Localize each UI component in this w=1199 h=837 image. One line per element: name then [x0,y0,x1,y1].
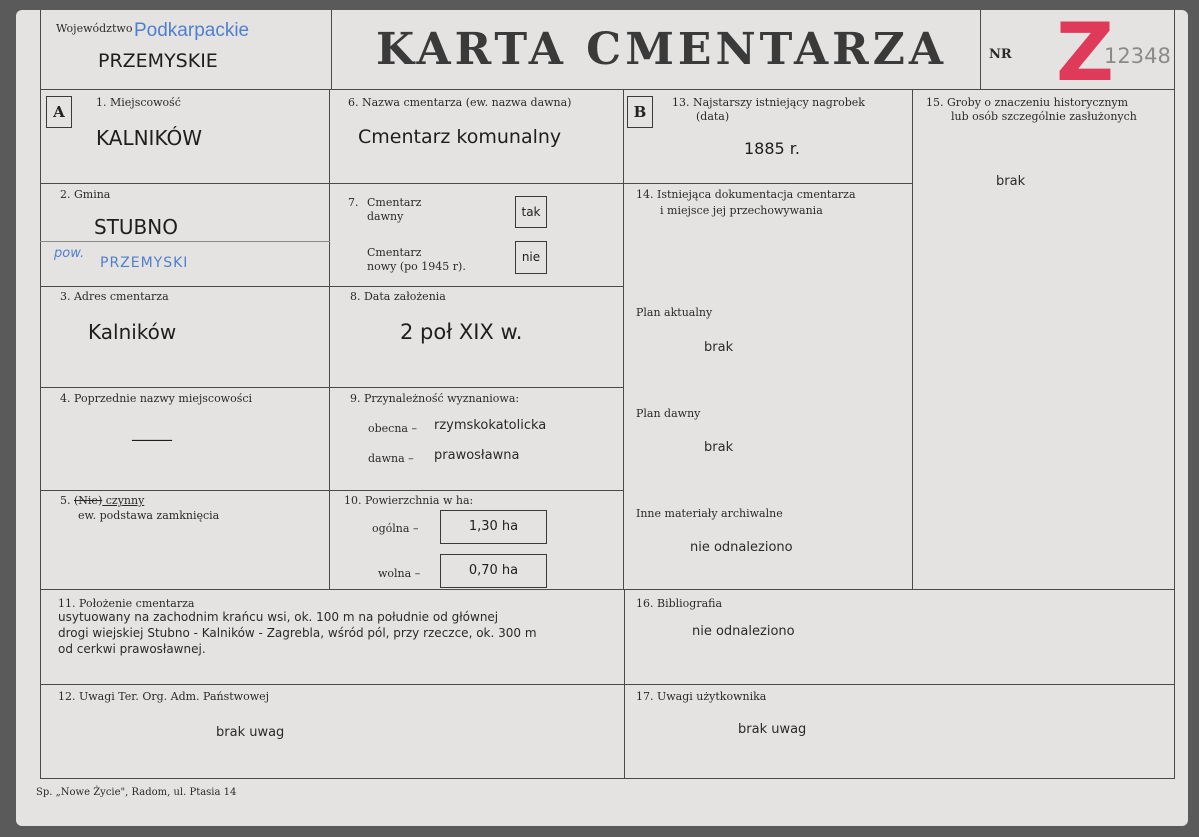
field2-label: 2. Gmina [60,188,111,201]
field15-label2: lub osób szczególnie zasłużonych [951,110,1137,123]
field14-plan-dawny-value: brak [704,440,734,455]
field9-dawna-label: dawna – [368,452,414,465]
divider-col-a [329,90,330,590]
field7-label: 7. [348,196,359,209]
printer-footer: Sp. „Nowe Życie", Radom, ul. Ptasia 14 [36,787,237,798]
divider-11-16 [624,590,625,685]
field15-value: brak [996,174,1026,189]
field14-inne-value: nie odnaleziono [690,540,793,555]
field14-plan-aktualny-label: Plan aktualny [636,306,713,319]
field13-label2: (data) [696,110,730,123]
field14-inne-label: Inne materiały archiwalne [636,507,783,520]
field2-underline [40,241,330,242]
field16-value: nie odnaleziono [692,624,795,639]
field14-label2: i miejsce jej przechowywania [660,204,823,217]
field14-plan-dawny-label: Plan dawny [636,407,701,420]
field7-nowy-label2: nowy (po 1945 r). [367,260,466,273]
cemetery-card [16,6,1188,826]
field5-label-rest: czynny [102,494,145,507]
field1-label: 1. Miejscowość [96,96,181,109]
field8-label: 8. Data założenia [350,290,446,303]
field2-pow-label: pow. [54,246,85,261]
field9-label: 9. Przynależność wyznaniowa: [350,392,520,405]
field13-label1: 13. Najstarszy istniejący nagrobek [672,96,865,109]
field9-obecna-label: obecna – [368,422,417,435]
nr-letter: Z [1056,6,1115,99]
field16-label: 16. Bibliografia [636,597,723,610]
field10-wolna-label: wolna – [378,567,421,580]
section-a-letter: A [46,96,72,128]
field5-label-struck: (Nie) [74,494,103,507]
nr-label: NR [989,47,1012,62]
field9-dawna-value: prawosławna [434,448,520,463]
field14-plan-aktualny-value: brak [704,340,734,355]
field11-line1: usytuowany na zachodnim krańcu wsi, ok. 100 m na południe od głównej [58,610,499,624]
field17-label: 17. Uwagi użytkownika [636,690,767,703]
field5-label: 5. (Nie) czynny [60,494,145,507]
section-b-letter: B [627,96,653,128]
field12-label: 12. Uwagi Ter. Org. Adm. Państwowej [58,690,270,703]
wojewodztwo-label: Województwo [56,22,133,35]
field6-value: Cmentarz komunalny [358,126,562,148]
field4-label: 4. Poprzednie nazwy miejscowości [60,392,253,405]
divider-row4 [40,490,624,491]
field3-label: 3. Adres cmentarza [60,290,169,303]
divider-col-b [912,90,913,590]
wojewodztwo-stamp: Podkarpackie [134,20,250,41]
field2-value: STUBNO [94,215,178,239]
field8-value: 2 poł XIX w. [400,320,523,344]
field7-nowy-label1: Cmentarz [367,246,422,259]
field10-label: 10. Powierzchnia w ha: [344,494,474,507]
field9-obecna-value: rzymskokatolicka [434,418,547,433]
field10-wolna-box: 0,70 ha [440,554,547,588]
field7-nowy-box: nie [515,241,547,274]
field7-dawny-box: tak [515,196,547,228]
field5-sublabel: ew. podstawa zamknięcia [78,509,220,522]
field4-value: _____ [132,422,172,441]
field7-dawny-label1: Cmentarz [367,196,422,209]
field13-value: 1885 r. [744,139,800,158]
field11-line3: od cerkwi prawosławnej. [58,642,206,656]
field6-label: 6. Nazwa cmentarza (ew. nazwa dawna) [348,96,572,109]
field11-label: 11. Położenie cmentarza [58,597,195,610]
field17-value: brak uwag [738,722,807,737]
wojewodztwo-value: PRZEMYSKIE [98,50,218,72]
field10-ogolna-box: 1,30 ha [440,510,547,544]
field14-label1: 14. Istniejąca dokumentacja cmentarza [636,188,856,201]
divider-row2 [40,286,624,287]
page-title: KARTA CMENTARZA [376,24,947,75]
divider-row3 [40,387,624,388]
divider-row1 [40,183,624,184]
field12-value: brak uwag [216,725,285,740]
field10-ogolna-label: ogólna – [372,522,419,535]
nr-value: 12348 [1104,44,1171,68]
field11-line2: drogi wiejskiej Stubno - Kalników - Zagrebla, wśród pól, przy rzeczce, ok. 300 m [58,626,537,640]
field2-pow-value: PRZEMYSKI [100,255,189,271]
field7-dawny-label2: dawny [367,210,404,223]
field3-value: Kalników [88,320,177,344]
divider-b-row1 [624,183,912,184]
field1-value: KALNIKÓW [96,126,202,150]
divider-12-17 [624,685,625,779]
field15-label1: 15. Groby o znaczeniu historycznym [926,96,1129,109]
